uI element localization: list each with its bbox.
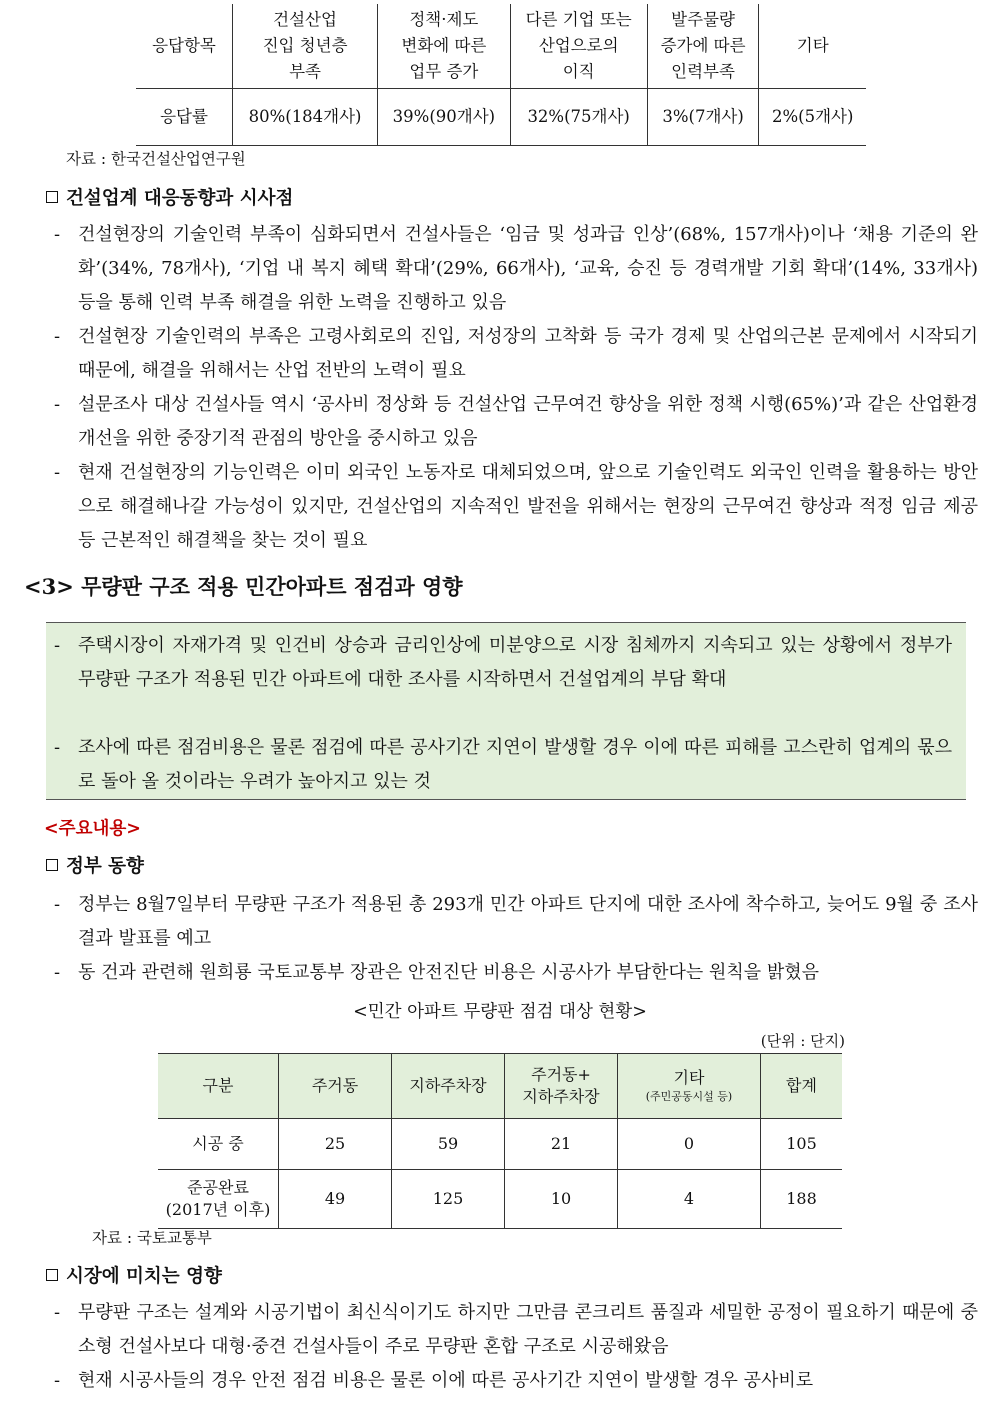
- table-cell: 105: [761, 1119, 843, 1170]
- row-label: 시공 중: [158, 1119, 279, 1170]
- dash-icon: -: [54, 962, 61, 983]
- header-cell: [505, 1054, 618, 1119]
- bullet-item: [54, 629, 952, 697]
- bullet-item: [54, 320, 978, 388]
- bullet-text: 주택시장이 자재가격 및 인건비 상승과 금리인상에 미분양으로 시장 침체까지 지속되고 있는 상황에서 정부가 무량판 구조가 적용된 민간 아파트에 대한 조사를 시작하면서 건설업계의 부담 확대: [78, 635, 952, 690]
- table-header-row: [158, 1054, 842, 1119]
- dash-icon: -: [54, 1302, 61, 1323]
- table-cell: 39%(90개사): [378, 89, 511, 146]
- bullet-text: 현재 시공사들의 경우 안전 점검 비용은 물론 이에 따른 공사기간 지연이 발생할 경우 공사비로: [78, 1370, 814, 1391]
- header-note: (주민공동시설 등): [645, 1090, 733, 1103]
- bullet-item: [54, 456, 978, 558]
- section-heading: [46, 852, 144, 878]
- header-line: 증가에 따른: [660, 36, 746, 55]
- bullet-text: 건설현장 기술인력의 부족은 고령사회로의 진입, 저성장의 고착화 등 국가 경제 및 산업의근본 문제에서 시작되기 때문에, 해결을 위해서는 산업 전반의 노력이 필요: [78, 326, 978, 381]
- table-cell: 21: [505, 1119, 618, 1170]
- section-heading-text: 건설업계 대응동향과 시사점: [66, 188, 294, 209]
- table-cell: 80%(184개사): [233, 89, 378, 146]
- table-cell: 0: [618, 1119, 761, 1170]
- bullet-item: [54, 388, 978, 456]
- header-line: 정책·제도: [409, 10, 479, 29]
- row-label: [158, 1170, 279, 1229]
- inspection-target-table: [158, 1053, 842, 1229]
- table-row: [136, 89, 866, 146]
- table-cell: 49: [279, 1170, 392, 1229]
- bullet-text: 동 건과 관련해 원희룡 국토교통부 장관은 안전진단 비용은 시공사가 부담한다는 원칙을 밝혔음: [78, 962, 820, 983]
- header-cell: 응답항목: [136, 4, 233, 89]
- header-cell: [378, 4, 511, 89]
- table-cell: 32%(75개사): [510, 89, 647, 146]
- dash-icon: -: [54, 894, 61, 915]
- table-cell: 59: [392, 1119, 505, 1170]
- bullet-item: [54, 1296, 978, 1364]
- header-cell: 지하주차장: [392, 1054, 505, 1119]
- header-cell: [510, 4, 647, 89]
- bullet-item: [54, 956, 978, 990]
- header-line: 진입 청년층: [262, 36, 348, 55]
- header-cell: [647, 4, 759, 89]
- table-row: [158, 1170, 842, 1229]
- dash-icon: -: [54, 1370, 61, 1391]
- chapter-title: <3> 무량판 구조 적용 민간아파트 점검과 영향: [24, 574, 463, 599]
- bullet-text: 건설현장의 기술인력 부족이 심화되면서 건설사들은 ‘임금 및 성과급 인상’(68%, 157개사)이나 ‘채용 기준의 완화’(34%, 78개사), ‘기업 내 복지 혜택 확대’(29%, 66개사), ‘교육, 승진 등 경력개발 기회 확대’(14%, 33개사) 등을 통해 인력 부족 해결을 위한 노력을 진행하고 있음: [78, 224, 978, 313]
- header-line: 이직: [562, 62, 595, 81]
- bullet-item: [54, 888, 978, 956]
- bullet-text: 설문조사 대상 건설사들 역시 ‘공사비 정상화 등 건설산업 근무여건 향상을 위한 정책 시행(65%)’과 같은 산업환경 개선을 위한 중장기적 관점의 방안을 중시하고 있음: [78, 394, 978, 449]
- dash-icon: -: [54, 635, 61, 656]
- header-cell: [233, 4, 378, 89]
- header-line: 산업으로의: [538, 36, 619, 55]
- table-row: [158, 1119, 842, 1170]
- section-heading-text: 시장에 미치는 영향: [66, 1266, 222, 1287]
- checkbox-square-icon: [46, 191, 58, 203]
- main-content-label: <주요내용>: [44, 819, 141, 839]
- table-unit: (단위 : 단지): [760, 1032, 845, 1050]
- bullet-item: [54, 1364, 978, 1398]
- header-line: 업무 증가: [409, 62, 479, 81]
- table-cell: 125: [392, 1170, 505, 1229]
- header-line: 건설산업: [273, 10, 337, 29]
- dash-icon: -: [54, 224, 61, 245]
- bullet-item: [54, 731, 952, 799]
- header-cell: 구분: [158, 1054, 279, 1119]
- checkbox-square-icon: [46, 859, 58, 871]
- dash-icon: -: [54, 737, 61, 758]
- header-line: 인력부족: [671, 62, 735, 81]
- section-heading-text: 정부 동향: [66, 856, 144, 877]
- header-cell: [618, 1054, 761, 1119]
- section-heading: [46, 1262, 222, 1288]
- table-cell: 4: [618, 1170, 761, 1229]
- table-cell: 25: [279, 1119, 392, 1170]
- table-header-row: [136, 4, 866, 89]
- table-cell: 10: [505, 1170, 618, 1229]
- header-cell: 기타: [759, 4, 866, 89]
- header-line: 다른 기업 또는: [525, 10, 632, 29]
- row-label-line: (2017년 이후): [165, 1200, 271, 1219]
- section-heading: [46, 184, 293, 210]
- row-label-line: 준공완료: [187, 1178, 249, 1197]
- table-cell: 3%(7개사): [647, 89, 759, 146]
- source-note: 자료 : 국토교통부: [92, 1229, 212, 1247]
- source-note: 자료 : 한국건설산업연구원: [66, 150, 246, 168]
- header-line: 발주물량: [671, 10, 735, 29]
- header-cell: 주거동: [279, 1054, 392, 1119]
- header-cell: 합계: [761, 1054, 843, 1119]
- bullet-text: 조사에 따른 점검비용은 물론 점검에 따른 공사기간 지연이 발생할 경우 이에 따른 피해를 고스란히 업계의 몫으로 돌아 올 것이라는 우려가 높아지고 있는 것: [78, 737, 952, 792]
- row-label: 응답률: [136, 89, 233, 146]
- header-line: 주거동+: [531, 1065, 591, 1084]
- bullet-item: [54, 218, 978, 320]
- summary-box: [46, 622, 966, 800]
- table-caption: <민간 아파트 무량판 점검 대상 현황>: [353, 1002, 647, 1022]
- header-line: 부족: [289, 62, 321, 81]
- header-line: 기타: [673, 1068, 705, 1087]
- response-rate-table: [136, 4, 866, 146]
- header-line: 지하주차장: [522, 1087, 600, 1106]
- dash-icon: -: [54, 394, 61, 415]
- header-line: 변화에 따른: [401, 36, 487, 55]
- bullet-text: 현재 건설현장의 기능인력은 이미 외국인 노동자로 대체되었으며, 앞으로 기술인력도 외국인 인력을 활용하는 방안으로 해결해나갈 가능성이 있지만, 건설산업의 지속적인 발전을 위해서는 현장의 근무여건 향상과 적정 임금 제공 등 근본적인 해결책을 찾는 것이 필요: [78, 462, 978, 551]
- dash-icon: -: [54, 326, 61, 347]
- table-cell: 2%(5개사): [759, 89, 866, 146]
- table-cell: 188: [761, 1170, 843, 1229]
- dash-icon: -: [54, 462, 61, 483]
- bullet-text: 정부는 8월7일부터 무량판 구조가 적용된 총 293개 민간 아파트 단지에 대한 조사에 착수하고, 늦어도 9월 중 조사 결과 발표를 예고: [78, 894, 978, 949]
- bullet-text: 무량판 구조는 설계와 시공기법이 최신식이기도 하지만 그만큼 콘크리트 품질과 세밀한 공정이 필요하기 때문에 중소형 건설사보다 대형·중견 건설사들이 주로 무량판 혼합 구조로 시공해왔음: [78, 1302, 978, 1357]
- checkbox-square-icon: [46, 1269, 58, 1281]
